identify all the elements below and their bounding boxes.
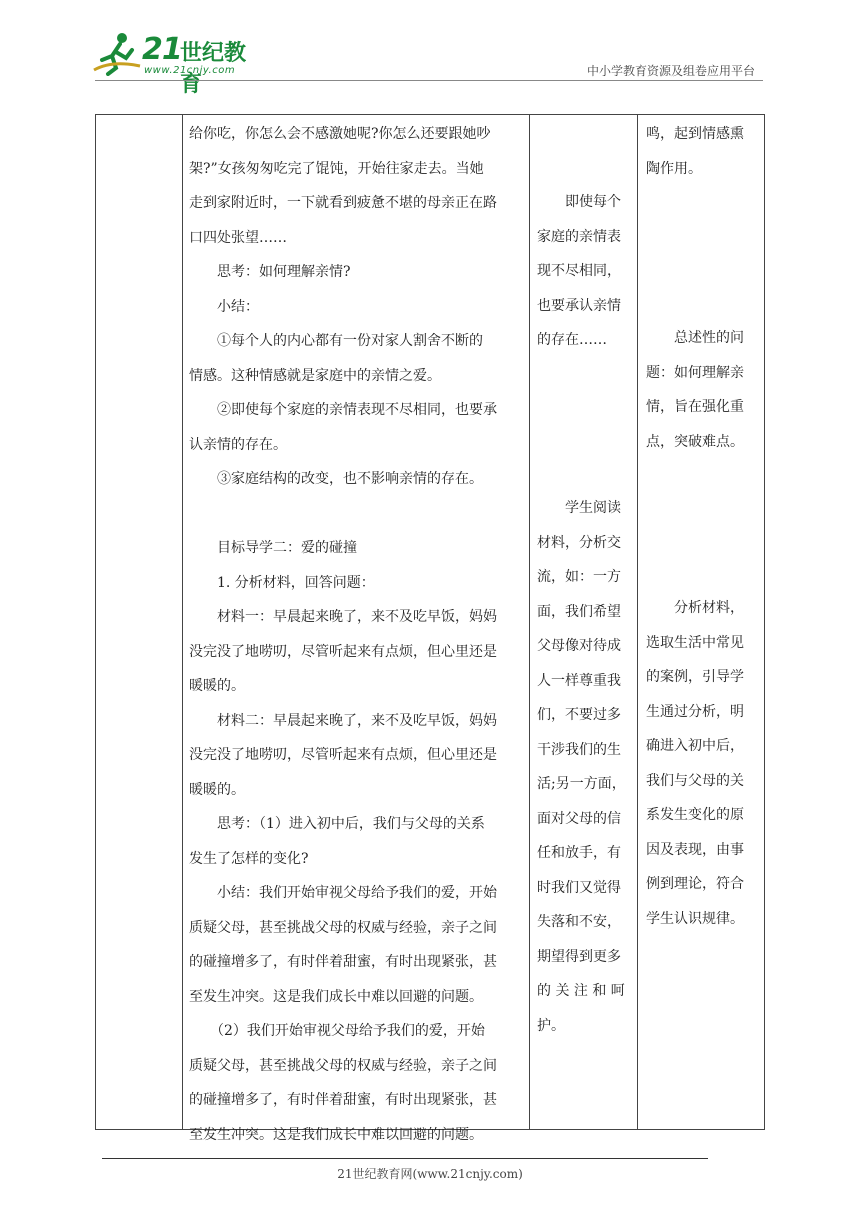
text-line: （2）我们开始审视父母给予我们的爱，开始 <box>210 1023 485 1039</box>
teaching-content <box>183 117 531 1152</box>
text-line: 思考：（1）进入初中后，我们与父母的关系 <box>217 816 485 832</box>
text-line: 我们与父母的关 <box>646 772 744 789</box>
page-header <box>0 0 860 97</box>
design-intent-3 <box>646 591 758 936</box>
text-line: 期望得到更多 <box>537 948 621 965</box>
column-divider <box>637 115 638 1129</box>
text-line: 至发生冲突。这是我们成长中难以回避的问题。 <box>189 988 483 1005</box>
text-line: 确进入初中后， <box>646 738 744 754</box>
text-line: 现不尽相同， <box>537 263 621 279</box>
text-line: 因及表现，由事 <box>646 841 744 858</box>
text-line: 例到理论，符合 <box>646 876 744 892</box>
text-line: 学生阅读 <box>565 500 621 516</box>
text-line: 系发生变化的原 <box>646 807 744 823</box>
text-line: 没完没了地唠叨，尽管听起来有点烦，但心里还是 <box>189 747 497 763</box>
text-line: 的碰撞增多了，有时伴着甜蜜，有时出现紧张，甚 <box>189 954 497 970</box>
text-line: 也要承认亲情 <box>537 297 621 314</box>
text-line: 情，旨在强化重 <box>646 399 744 415</box>
logo-url: www.21cnjy.com <box>144 65 236 76</box>
text-line: 材料，分析交 <box>537 534 621 551</box>
text-line: 活;另一方面， <box>537 776 626 792</box>
text-line: 走到家附近时，一下就看到疲惫不堪的母亲正在路 <box>189 195 497 211</box>
text-line: 小结：我们开始审视父母给予我们的爱，开始 <box>217 885 497 901</box>
text-line: 质疑父母，甚至挑战父母的权威与经验，亲子之间 <box>189 919 497 936</box>
text-line: 失落和不安， <box>537 914 621 930</box>
text-line: 至发生冲突。这是我们成长中难以回避的问题。 <box>189 1126 483 1143</box>
text-line: 护。 <box>537 1017 565 1034</box>
text-line: 干涉我们的生 <box>537 741 621 758</box>
text-line: 即使每个 <box>565 194 621 210</box>
logo-text: 世纪教育 <box>180 41 247 97</box>
text-line: 题：如何理解亲 <box>646 364 744 381</box>
text-line: 的案例，引导学 <box>646 669 744 685</box>
text-line: 小结： <box>217 298 259 315</box>
text-line: 暖暖的。 <box>189 678 245 694</box>
text-line: ③家庭结构的改变，也不影响亲情的存在。 <box>217 471 483 487</box>
text-line: 父母像对待成 <box>537 638 621 654</box>
text-line: 材料一：早晨起来晚了，来不及吃早饭，妈妈 <box>217 609 497 625</box>
text-line: 流，如：一方 <box>537 569 621 585</box>
text-line: 总述性的问 <box>674 330 744 346</box>
text-line: ②即使每个家庭的亲情表现不尽相同，也要承 <box>217 402 497 418</box>
page-footer: 21世纪教育网(www.21cnjy.com) <box>337 1167 523 1181</box>
text-line: 点，突破难点。 <box>646 433 744 450</box>
text-line: 暖暖的。 <box>189 781 245 798</box>
text-line: 任和放手，有 <box>537 845 621 861</box>
text-line: 人一样尊重我 <box>537 672 621 689</box>
footer-divider <box>102 1158 708 1159</box>
platform-name: 中小学教育资源及组卷应用平台 <box>586 64 755 78</box>
text-line: 选取生活中常见 <box>646 634 744 651</box>
text-line: 的碰撞增多了，有时伴着甜蜜，有时出现紧张，甚 <box>189 1092 497 1108</box>
text-line: 思考：如何理解亲情? <box>217 264 351 280</box>
header-divider <box>95 80 763 81</box>
blank-line <box>189 497 531 532</box>
design-intent-2 <box>646 321 758 459</box>
text-line: 面，我们希望 <box>537 603 621 620</box>
text-line: 没完没了地唠叨，尽管听起来有点烦，但心里还是 <box>189 643 497 660</box>
design-intent-1 <box>646 117 758 186</box>
text-line: 陶作用。 <box>646 160 702 177</box>
text-line: 1. 分析材料，回答问题： <box>217 574 375 591</box>
student-activity-2 <box>537 491 631 1043</box>
text-line: 的存在…… <box>537 332 607 348</box>
text-line: 材料二：早晨起来晚了，来不及吃早饭，妈妈 <box>217 712 497 729</box>
text-line: 生通过分析，明 <box>646 703 744 720</box>
section-heading: 目标导学二：爱的碰撞 <box>217 540 357 556</box>
text-line: 分析材料， <box>674 600 744 616</box>
runner-logo-icon <box>92 30 144 76</box>
text-line: 口四处张望…… <box>189 229 287 246</box>
text-line: 架?”女孩匆匆吃完了馄饨，开始往家走去。当她 <box>189 160 484 177</box>
text-line: 学生认识规律。 <box>646 910 744 927</box>
text-line: 情感。这种情感就是家庭中的亲情之爱。 <box>189 367 441 384</box>
logo <box>92 30 262 97</box>
text-line: 时我们又觉得 <box>537 879 621 896</box>
text-line: 质疑父母，甚至挑战父母的权威与经验，亲子之间 <box>189 1057 497 1074</box>
logo-numeral: 21 <box>142 32 182 67</box>
text-line: 发生了怎样的变化? <box>189 850 309 867</box>
student-activity-1 <box>537 185 631 358</box>
text-line: 家庭的亲情表 <box>537 228 621 245</box>
text-line: 鸣，起到情感熏 <box>646 126 744 142</box>
text-line: 认亲情的存在。 <box>189 436 287 453</box>
text-line: ①每个人的内心都有一份对家人割舍不断的 <box>217 333 483 349</box>
lesson-table <box>95 114 765 1143</box>
text-line: 面对父母的信 <box>537 810 621 827</box>
text-line: 们，不要过多 <box>537 707 621 723</box>
text-line: 的 关 注 和 呵 <box>537 983 625 999</box>
text-line: 给你吃，你怎么会不感激她呢?你怎么还要跟她吵 <box>189 126 491 142</box>
